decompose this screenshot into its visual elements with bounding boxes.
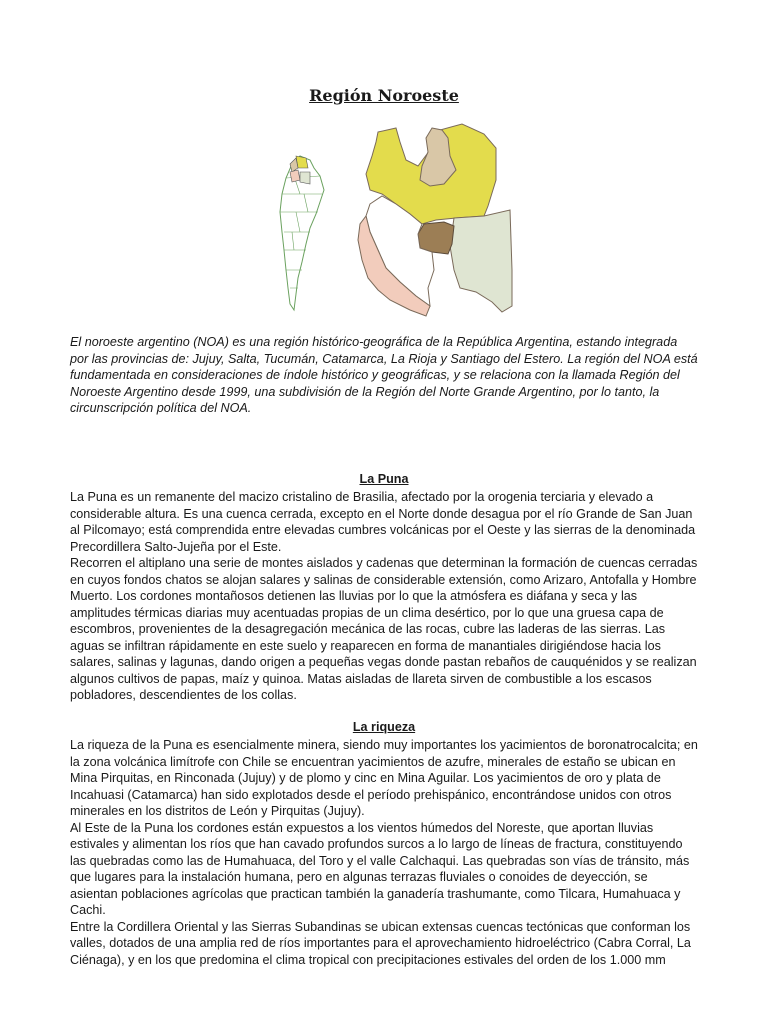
section-body-la-puna xyxy=(70,489,698,704)
region-maps xyxy=(270,120,520,340)
paragraph: Al Este de la Puna los cordones están expuestos a los vientos húmedos del Noreste, que aportan lluvias estivales y alimentan los ríos que han cavado profundos surcos a lo largo de líneas de fractura, constituyendo las quebradas como las de Humahuaca, del Toro y el valle Calchaqui. Las quebradas son vías de tránsito, más que lugares para la instalación humana, pero en algunas terrazas fluviales o conoides de deyección, se asientan poblaciones agrícolas que practican también la ganadería trashumante, como Tilcara, Humahuaca y Cachi. xyxy=(70,820,690,917)
section-heading-la-riqueza: La riqueza xyxy=(352,720,416,734)
paragraph: La riqueza de la Puna es esencialmente minera, siendo muy importantes los yacimientos de boronatrocalcita; en la zona volcánica limítrofe con Chile se encuentran yacimientos de azufre, minerales de estaño se ubican en Mina Pirquitas, en Rinconada (Jujuy) y de plomo y cinc en Mina Aguilar. Los yacimientos de oro y plata de Incahuasi (Catamarca) han sido explotados desde el período prehispánico, encontrándose unidos con otros minerales en los distritos de León y Pirquitas (Jujuy). xyxy=(70,738,698,818)
noa-provinces-map xyxy=(336,120,521,320)
paragraph: La Puna es un remanente del macizo cristalino de Brasilia, afectado por la orogenia terciaria y elevado a considerable altura. Es una cuenca cerrada, excepto en el Norte donde desagua por el río Grande de San Juan al Pilcomayo; está comprendida entre elevadas cumbres volcánicas por el Oeste y las sierras de la denominada Precordillera Salto-Jujeña por el Este. xyxy=(70,490,696,554)
section-heading-la-puna: La Puna xyxy=(359,472,409,486)
santiago-province xyxy=(450,210,512,312)
argentina-locator-map xyxy=(270,154,330,314)
page-title: Región Noroeste xyxy=(309,86,459,105)
intro-paragraph: El noroeste argentino (NOA) es una región histórico-geográfica de la República Argentina, estando integrada por las provincias de: Jujuy, Salta, Tucumán, Catamarca, La Rioja y Santiago del Estero. La región del NOA está fundamentada en consideraciones de índole histórico y geográficas, y se relaciona con la llamada Región del Noroeste Argentino desde 1999, una subdivisión de la Región del Norte Grande Argentino, por lo tanto, la circunscripción política del NOA. xyxy=(70,335,698,415)
paragraph: Entre la Cordillera Oriental y las Sierras Subandinas se ubican extensas cuencas tectónicas que conforman los valles, dotados de una amplia red de ríos importantes para el aprovechamiento hidroeléctrico (Cabra Corral, La Ciénaga), y en los que predomina el clima tropical con precipitaciones estivales del orden de los 1.000 mm xyxy=(70,919,691,967)
section-body-la-riqueza xyxy=(70,737,698,968)
paragraph: Recorren el altiplano una serie de montes aislados y cadenas que determinan la formación de cuencas cerradas en cuyos fondos chatos se alojan salares y salinas de considerable extensión, como Arizaro, Antofalla y Hombre Muerto. Los cordones montañosos detienen las lluvias por lo que la atmósfera es diáfana y seca y las amplitudes térmicas diarias muy acentuadas propias de un clima desértico, por lo que una gruesa capa de escombros, provenientes de la desagregación mecánica de las rocas, cubre las laderas de las sierras. Las aguas se infiltran rápidamente en este suelo y reaparecen en forma de manantiales dirigiéndose hacia los salares, salinas y lagunas, dando origen a pequeñas vegas donde pastan rebaños de cauquénidos y se realizan algunos cultivos de papas, maíz y quinoa. Matas aisladas de llareta sirven de combustible a los escasos pobladores, descendientes de los collas. xyxy=(70,556,698,702)
